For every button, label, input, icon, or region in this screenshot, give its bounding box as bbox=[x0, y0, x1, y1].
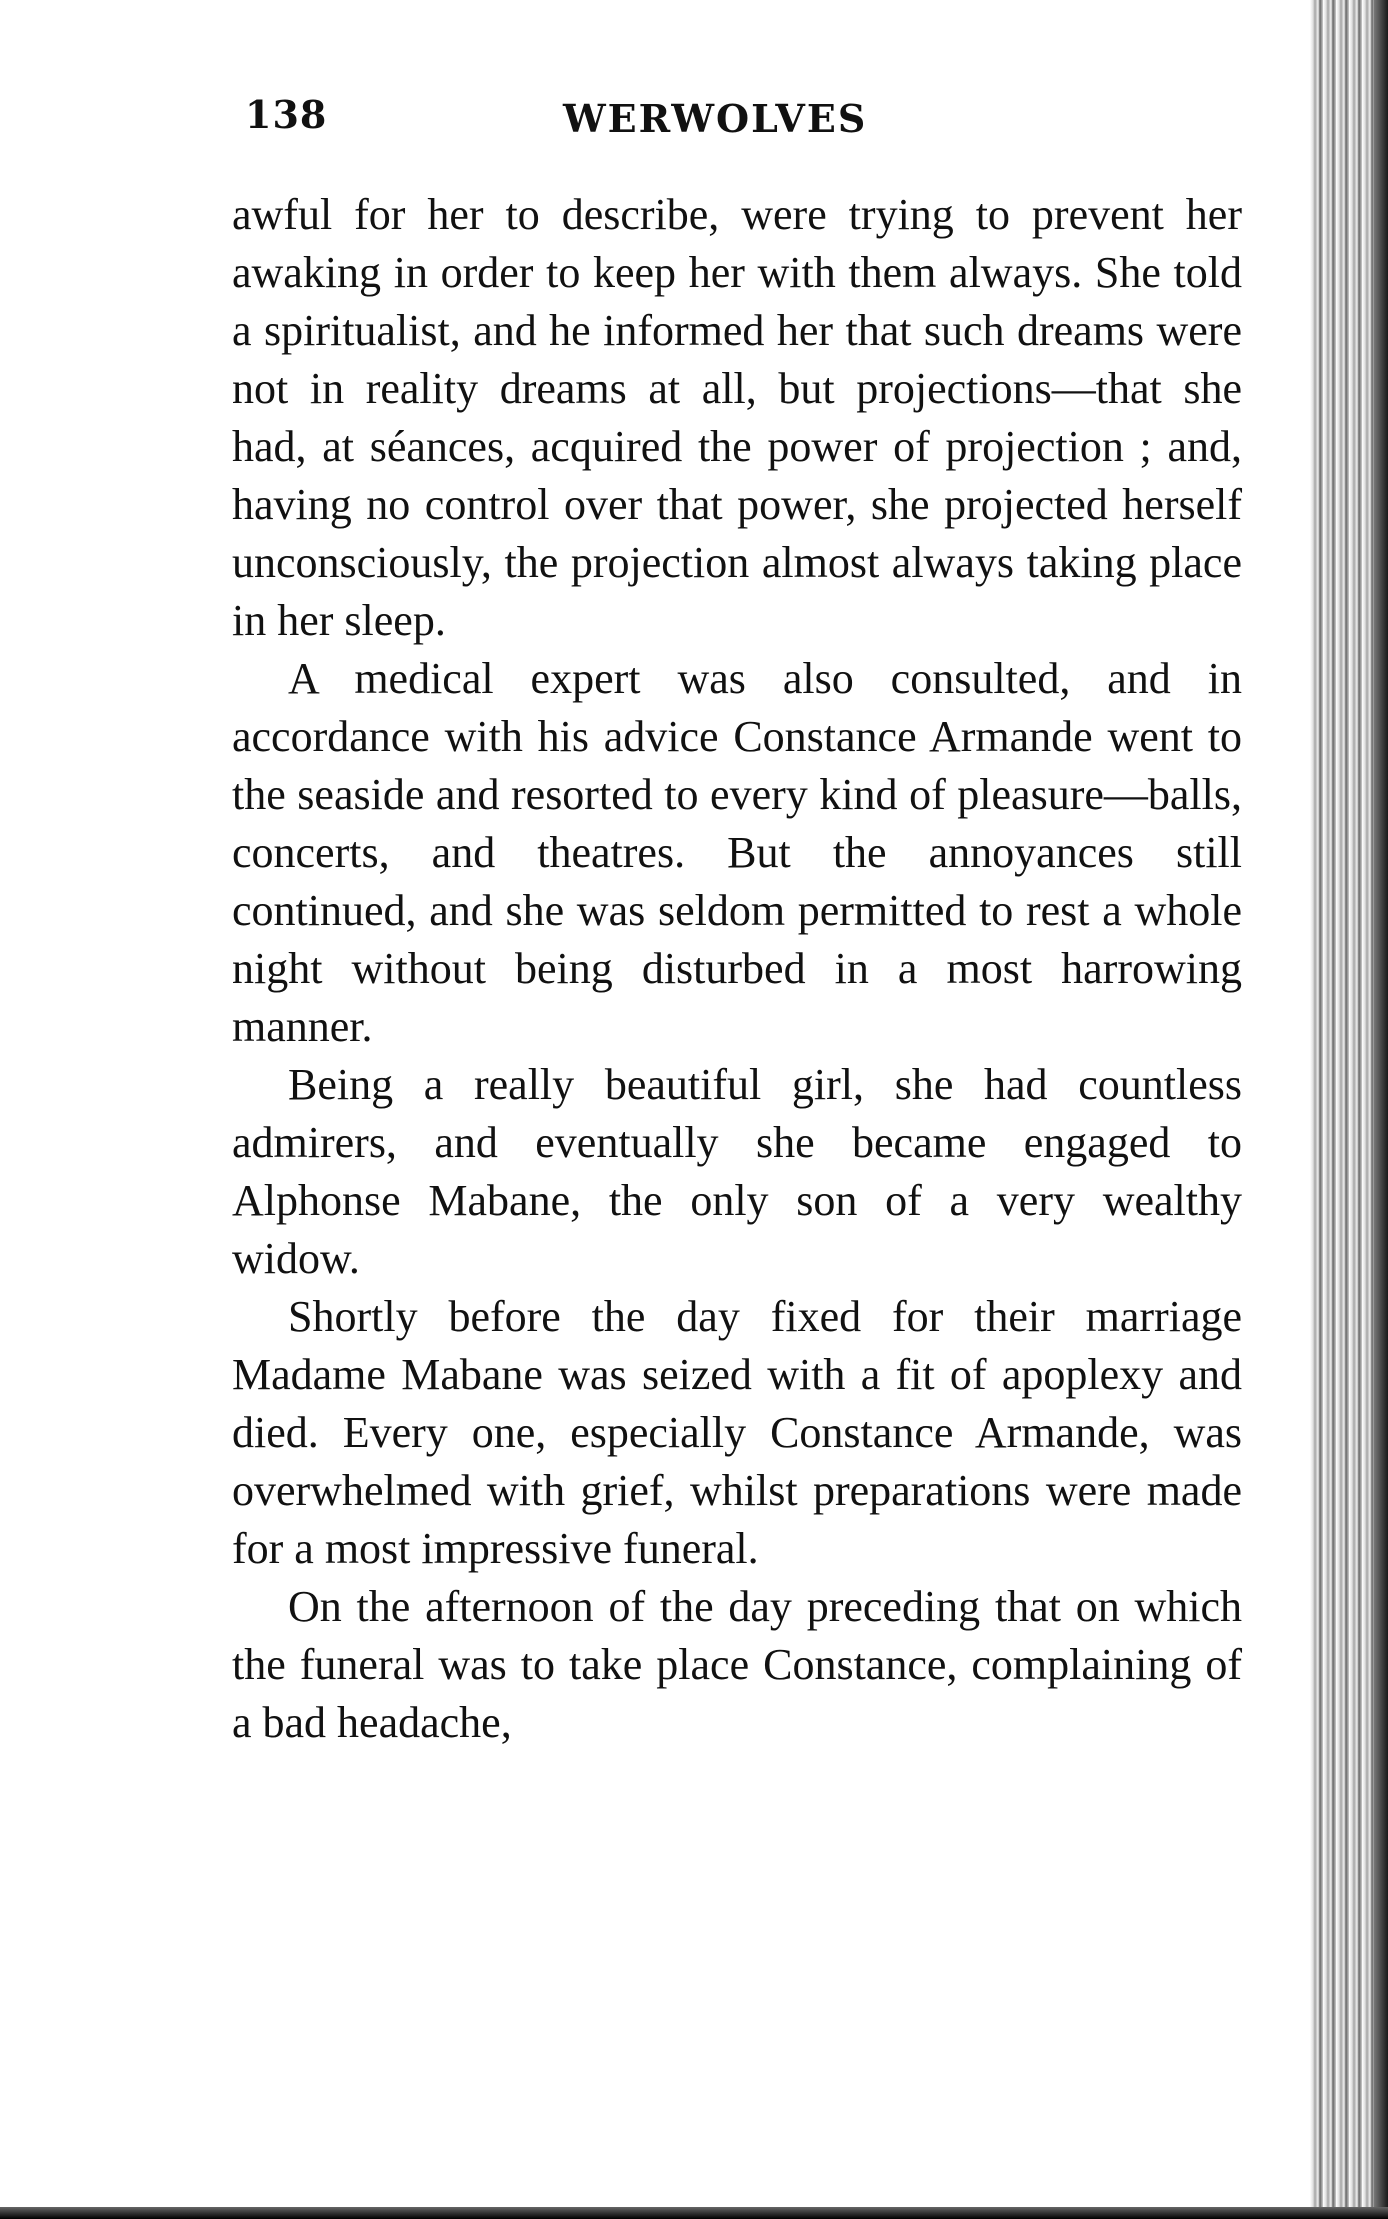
paragraph-4: Shortly before the day fixed for their marriage Madame Mabane was seized with a fit of apoplexy and died. Every one, especially Constance Armande, was overwhelmed with grief, whilst preparations were made for a most impressive funeral. bbox=[232, 1292, 1242, 1573]
running-title: WERWOLVES bbox=[563, 96, 868, 141]
paragraph-5: On the afternoon of the day preceding that on which the funeral was to take place Constance, complaining of a bad headache, bbox=[232, 1582, 1242, 1747]
page-number: 138 bbox=[245, 92, 328, 137]
binding-shadow bbox=[1374, 0, 1388, 2219]
page-header bbox=[245, 92, 1255, 152]
paragraph-1: awful for her to describe, were trying to prevent her awaking in order to keep her with them always. She told a spiritualist, and he informed her that such dreams were not in reality dreams at all, but projections—that she had, at séances, acquired the power of projection ; and, having no control over that power, she projected herself unconsciously, the projection almost always taking place in her sleep. bbox=[232, 190, 1242, 645]
page-bottom-edge bbox=[0, 2207, 1388, 2219]
body-text bbox=[232, 186, 1242, 1752]
paragraph-3: Being a really beautiful girl, she had countless admirers, and eventually she became engaged to Alphonse Mabane, the only son of a very wealthy widow. bbox=[232, 1060, 1242, 1283]
paragraph-2: A medical expert was also consulted, and in accordance with his advice Constance Armande went to the seaside and resorted to every kind of pleasure—balls, concerts, and theatres. But the annoyances still continued, and she was seldom permitted to rest a whole night without being disturbed in a most harrowing manner. bbox=[232, 654, 1242, 1051]
